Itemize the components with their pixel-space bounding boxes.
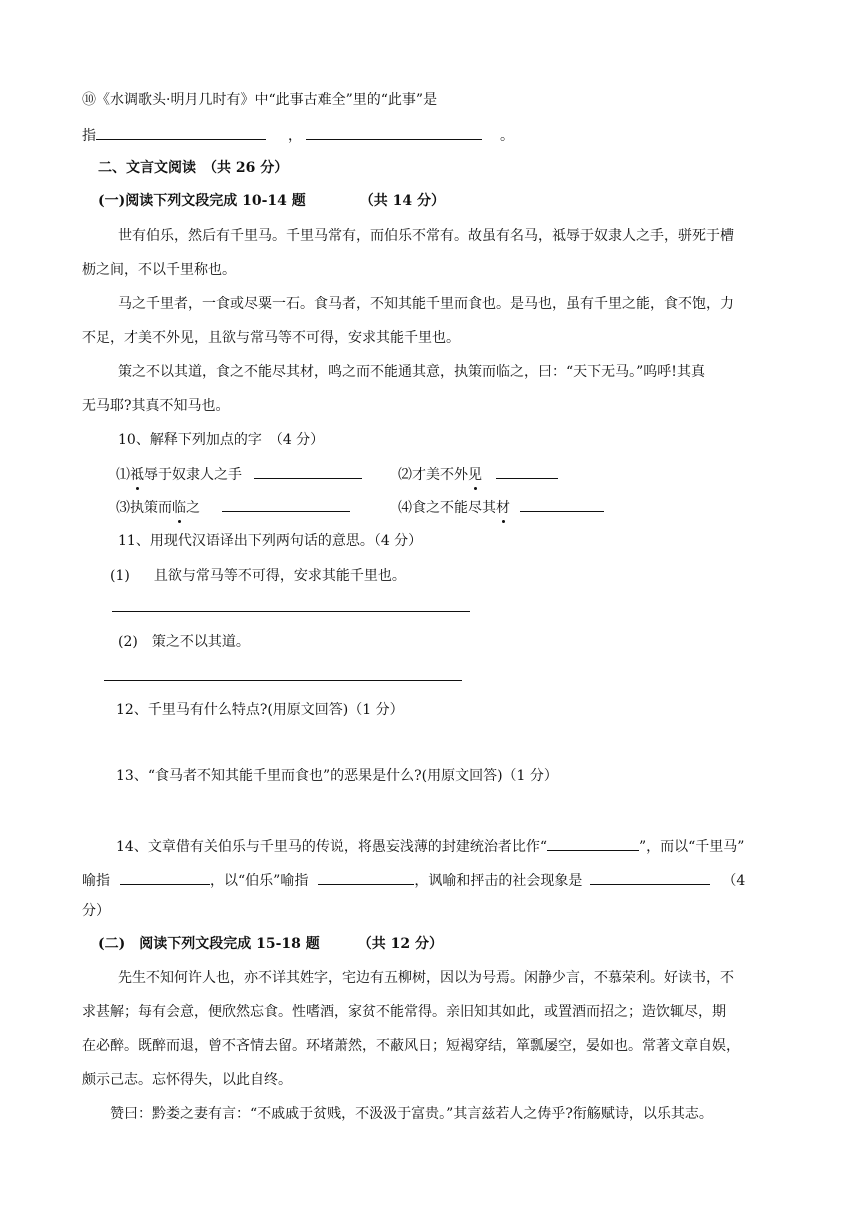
q11-sentence-2-num: (2) bbox=[118, 634, 138, 650]
q14-line2-text-b: ，以“伯乐”喻指 bbox=[210, 873, 309, 889]
q10-item-4-blank[interactable] bbox=[520, 496, 604, 512]
q10-item-1-num: ⑴ bbox=[116, 467, 130, 483]
part2-line4: 颇示己志。忘怀得失，以此自终。 bbox=[82, 1072, 292, 1088]
part1-p3-line2: 无马耶?其真不知马也。 bbox=[82, 398, 230, 414]
q10-item-4-dotted-char: 材 bbox=[496, 500, 510, 516]
part2-line3: 在必醉。既醉而退，曾不吝情去留。环堵萧然，不蔽风日；短褐穿结，箪瓢屡空，晏如也。常著文章自娱， bbox=[82, 1038, 740, 1054]
q14-line2-text-c: ，讽喻和抨击的社会现象是 bbox=[414, 873, 583, 889]
q14-blank-2[interactable] bbox=[120, 869, 210, 885]
q10-item-1-text: 辱于奴隶人之手 bbox=[144, 467, 242, 483]
part2-line1: 先生不知何许人也，亦不详其姓字，宅边有五柳树，因以为号焉。闲静少言，不慕荣利。好读书，不 bbox=[118, 970, 734, 986]
q10-item-3-text-end: 之 bbox=[186, 500, 200, 516]
q11-sentence-2-text: 策之不以其道。 bbox=[151, 634, 250, 650]
q9-prefix: 指 bbox=[82, 128, 96, 144]
q10-item-4 bbox=[398, 496, 604, 518]
q9-end: 。 bbox=[500, 128, 514, 144]
part1-heading-text: (一)阅读下列文段完成 10-14 题 bbox=[98, 193, 306, 209]
q9-blank-2[interactable] bbox=[306, 124, 482, 140]
q14-line1 bbox=[116, 835, 744, 857]
part1-p1-line2: 枥之间，不以千里称也。 bbox=[82, 262, 236, 278]
q10-stem: 10、解释下列加点的字 （4 分） bbox=[118, 432, 325, 448]
part2-heading bbox=[98, 934, 443, 954]
part1-p3-line1: 策之不以其道，食之不能尽其材，鸣之而不能通其意，执策而临之，曰：“天下无马。”呜呼!其真 bbox=[118, 364, 705, 380]
q10-item-3-dotted-char: 临 bbox=[172, 500, 186, 516]
q14-line2-score: （4 bbox=[722, 873, 746, 889]
q10-item-2 bbox=[398, 463, 558, 485]
q12-stem: 12、千里马有什么特点?(用原文回答)（1 分） bbox=[116, 702, 404, 718]
q14-blank-3[interactable] bbox=[318, 869, 414, 885]
q10-item-2-dotted-char: 见 bbox=[468, 467, 482, 483]
q11-answer-line-2[interactable] bbox=[104, 680, 462, 681]
q11-answer-line-1[interactable] bbox=[112, 611, 470, 612]
q14-blank-4[interactable] bbox=[590, 869, 710, 885]
q10-item-2-text: ⑵才美不外 bbox=[398, 467, 468, 483]
q14-line1-text: 14、文章借有关伯乐与千里马的传说，将愚妄浅薄的封建统治者比作“ bbox=[116, 839, 547, 855]
q9-blank-1[interactable] bbox=[96, 124, 266, 140]
part1-p2-line2: 不足，才美不外见，且欲与常马等不可得，安求其能千里也。 bbox=[82, 330, 460, 346]
part1-p2-line1: 马之千里者，一食或尽粟一石。食马者，不知其能千里而食也。是马也，虽有千里之能，食不饱，力 bbox=[118, 296, 734, 312]
q14-line2-text-a: 喻指 bbox=[82, 873, 110, 889]
q10-item-3 bbox=[116, 496, 350, 518]
part2-line5: 赞曰：黔娄之妻有言：“不戚戚于贫贱，不汲汲于富贵。”其言兹若人之俦乎?衔觞赋诗，以乐其志。 bbox=[110, 1106, 713, 1122]
section2-title: 二、文言文阅读 （共 26 分） bbox=[98, 160, 289, 176]
q9-line1: ⑩《水调歌头·明月几时有》中“此事古难全”里的“此事”是 bbox=[82, 92, 438, 108]
q10-item-3-text: ⑶执策而 bbox=[116, 500, 172, 516]
part2-heading-text: (二) 阅读下列文段完成 15-18 题 bbox=[98, 936, 320, 952]
q11-sentence-2 bbox=[118, 632, 250, 652]
q10-item-1 bbox=[116, 463, 362, 485]
q14-line2 bbox=[82, 869, 745, 891]
q11-stem: 11、用现代汉语译出下列两句话的意思。（4 分） bbox=[118, 533, 423, 549]
part1-score: （共 14 分） bbox=[359, 193, 446, 209]
q11-sentence-1 bbox=[110, 566, 406, 586]
q10-item-2-blank[interactable] bbox=[496, 463, 558, 479]
q10-item-4-text: ⑷食之不能尽其 bbox=[398, 500, 496, 516]
part1-heading bbox=[98, 191, 445, 211]
q13-stem: 13、“食马者不知其能千里而食也”的恶果是什么?(用原文回答)（1 分） bbox=[116, 768, 558, 784]
q14-blank-1[interactable] bbox=[547, 835, 639, 851]
q9-sep: ， bbox=[288, 128, 302, 144]
q9-line2 bbox=[82, 124, 514, 146]
q14-line3: 分） bbox=[82, 903, 110, 919]
q10-item-3-blank[interactable] bbox=[222, 496, 350, 512]
part1-p1-line1: 世有伯乐，然后有千里马。千里马常有，而伯乐不常有。故虽有名马，祗辱于奴隶人之手，骈死于槽 bbox=[118, 228, 734, 244]
q11-sentence-1-num: (1) bbox=[110, 568, 130, 584]
q10-item-1-dotted-char: 祗 bbox=[130, 467, 144, 483]
q11-sentence-1-text: 且欲与常马等不可得，安求其能千里也。 bbox=[153, 568, 406, 584]
part2-line2: 求甚解；每有会意，便欣然忘食。性嗜酒，家贫不能常得。亲旧知其如此，或置酒而招之；造饮辄尽，期 bbox=[82, 1004, 726, 1020]
q14-line1-text-end: ”，而以“千里马” bbox=[638, 839, 745, 855]
q10-item-1-blank[interactable] bbox=[254, 463, 362, 479]
part2-score: （共 12 分） bbox=[357, 936, 444, 952]
